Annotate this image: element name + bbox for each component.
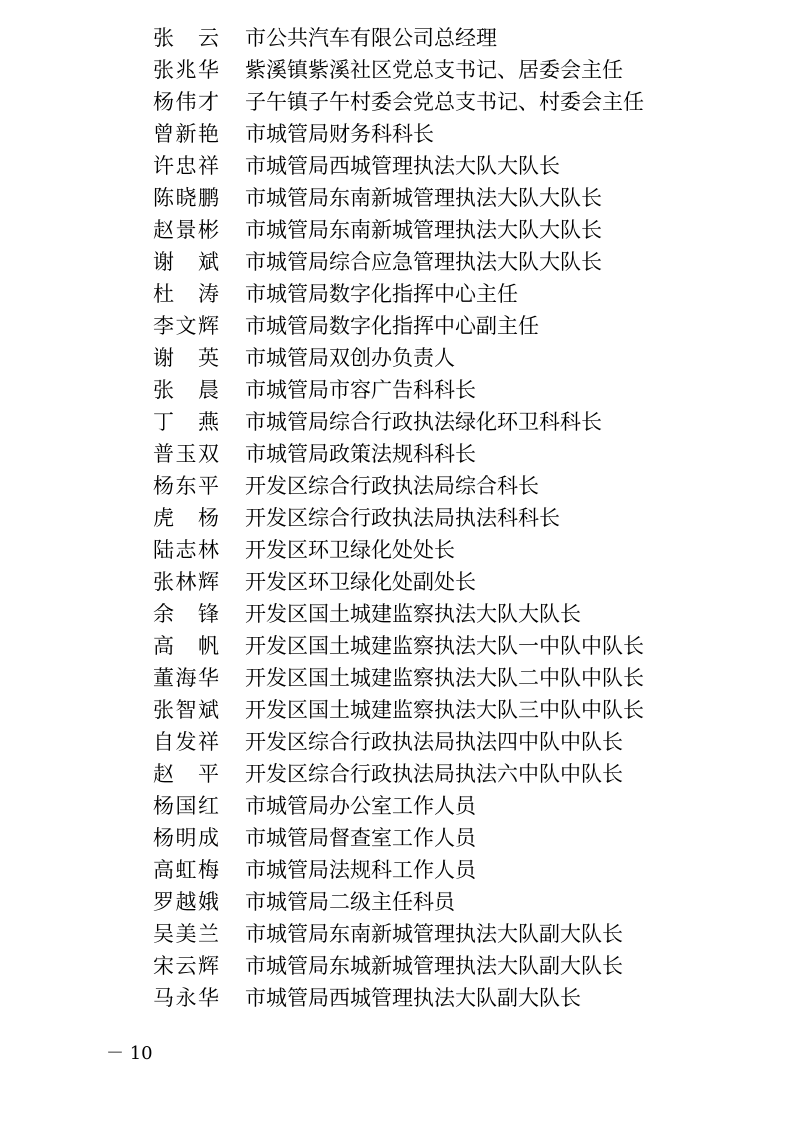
person-name: 普玉双	[153, 442, 219, 466]
person-name: 张 晨	[153, 378, 219, 402]
person-name: 杜 涛	[153, 282, 219, 306]
roster-row	[153, 118, 753, 150]
person-title: 市城管局政策法规科科长	[245, 442, 476, 466]
person-name: 自发祥	[153, 730, 219, 754]
roster-row	[153, 182, 753, 214]
person-title: 市城管局东南新城管理执法大队大队长	[245, 186, 602, 210]
roster-row	[153, 406, 753, 438]
person-title: 市城管局东南新城管理执法大队大队长	[245, 218, 602, 242]
roster-row	[153, 54, 753, 86]
person-name: 赵景彬	[153, 218, 219, 242]
person-name: 赵 平	[153, 762, 219, 786]
roster-row	[153, 534, 753, 566]
roster-row	[153, 662, 753, 694]
roster-row	[153, 470, 753, 502]
roster-row	[153, 726, 753, 758]
person-title: 市城管局财务科科长	[245, 122, 434, 146]
person-name: 丁 燕	[153, 410, 219, 434]
roster-row	[153, 374, 753, 406]
roster-row	[153, 950, 753, 982]
person-title: 开发区国土城建监察执法大队二中队中队长	[245, 666, 644, 690]
person-title: 市城管局东南新城管理执法大队副大队长	[245, 922, 623, 946]
person-name: 杨东平	[153, 474, 219, 498]
person-name: 杨伟才	[153, 90, 219, 114]
person-name: 罗越娥	[153, 890, 219, 914]
person-name: 吴美兰	[153, 922, 219, 946]
roster-row	[153, 566, 753, 598]
person-title: 市城管局法规科工作人员	[245, 858, 476, 882]
roster-row	[153, 438, 753, 470]
person-name: 李文辉	[153, 314, 219, 338]
roster-row	[153, 22, 753, 54]
person-name: 董海华	[153, 666, 219, 690]
person-title: 市城管局西城管理执法大队大队长	[245, 154, 560, 178]
roster-row	[153, 790, 753, 822]
roster-row	[153, 214, 753, 246]
person-name: 张智斌	[153, 698, 219, 722]
roster-row	[153, 342, 753, 374]
person-name: 陆志林	[153, 538, 219, 562]
person-title: 子午镇子午村委会党总支书记、村委会主任	[245, 90, 644, 114]
person-name: 张林辉	[153, 570, 219, 594]
roster-row	[153, 150, 753, 182]
person-title: 紫溪镇紫溪社区党总支书记、居委会主任	[245, 58, 623, 82]
person-title: 开发区综合行政执法局执法六中队中队长	[245, 762, 623, 786]
person-name: 虎 杨	[153, 506, 219, 530]
person-name: 高 帆	[153, 634, 219, 658]
roster-row	[153, 758, 753, 790]
person-name: 马永华	[153, 986, 219, 1010]
person-title: 开发区环卫绿化处处长	[245, 538, 455, 562]
roster-row	[153, 918, 753, 950]
roster-row	[153, 310, 753, 342]
person-title: 开发区国土城建监察执法大队三中队中队长	[245, 698, 644, 722]
roster-row	[153, 246, 753, 278]
person-title: 市城管局综合应急管理执法大队大队长	[245, 250, 602, 274]
person-name: 余 锋	[153, 602, 219, 626]
roster-row	[153, 822, 753, 854]
roster-row	[153, 598, 753, 630]
person-title: 市城管局综合行政执法绿化环卫科科长	[245, 410, 602, 434]
person-title: 市城管局数字化指挥中心副主任	[245, 314, 539, 338]
roster-row	[153, 86, 753, 118]
person-title: 市城管局东城新城管理执法大队副大队长	[245, 954, 623, 978]
roster-row	[153, 982, 753, 1014]
roster-row	[153, 694, 753, 726]
person-title: 市城管局市容广告科科长	[245, 378, 476, 402]
person-title: 开发区综合行政执法局综合科长	[245, 474, 539, 498]
person-name: 杨国红	[153, 794, 219, 818]
person-name: 张 云	[153, 26, 219, 50]
person-title: 市城管局办公室工作人员	[245, 794, 476, 818]
roster-row	[153, 502, 753, 534]
person-title: 市城管局西城管理执法大队副大队长	[245, 986, 581, 1010]
person-name: 陈晓鹏	[153, 186, 219, 210]
personnel-roster	[153, 22, 753, 1014]
roster-row	[153, 278, 753, 310]
person-title: 开发区综合行政执法局执法科科长	[245, 506, 560, 530]
person-title: 开发区国土城建监察执法大队一中队中队长	[245, 634, 644, 658]
person-title: 开发区国土城建监察执法大队大队长	[245, 602, 581, 626]
person-title: 市城管局双创办负责人	[245, 346, 455, 370]
roster-row	[153, 854, 753, 886]
person-title: 市城管局二级主任科员	[245, 890, 455, 914]
person-name: 谢 斌	[153, 250, 219, 274]
page-number: － 10	[106, 1043, 153, 1064]
person-name: 曾新艳	[153, 122, 219, 146]
roster-row	[153, 886, 753, 918]
person-name: 杨明成	[153, 826, 219, 850]
person-name: 宋云辉	[153, 954, 219, 978]
person-title: 市城管局数字化指挥中心主任	[245, 282, 518, 306]
person-title: 开发区环卫绿化处副处长	[245, 570, 476, 594]
roster-row	[153, 630, 753, 662]
person-title: 市城管局督查室工作人员	[245, 826, 476, 850]
person-title: 市公共汽车有限公司总经理	[245, 26, 497, 50]
person-name: 许忠祥	[153, 154, 219, 178]
person-title: 开发区综合行政执法局执法四中队中队长	[245, 730, 623, 754]
person-name: 谢 英	[153, 346, 219, 370]
person-name: 张兆华	[153, 58, 219, 82]
person-name: 高虹梅	[153, 858, 219, 882]
